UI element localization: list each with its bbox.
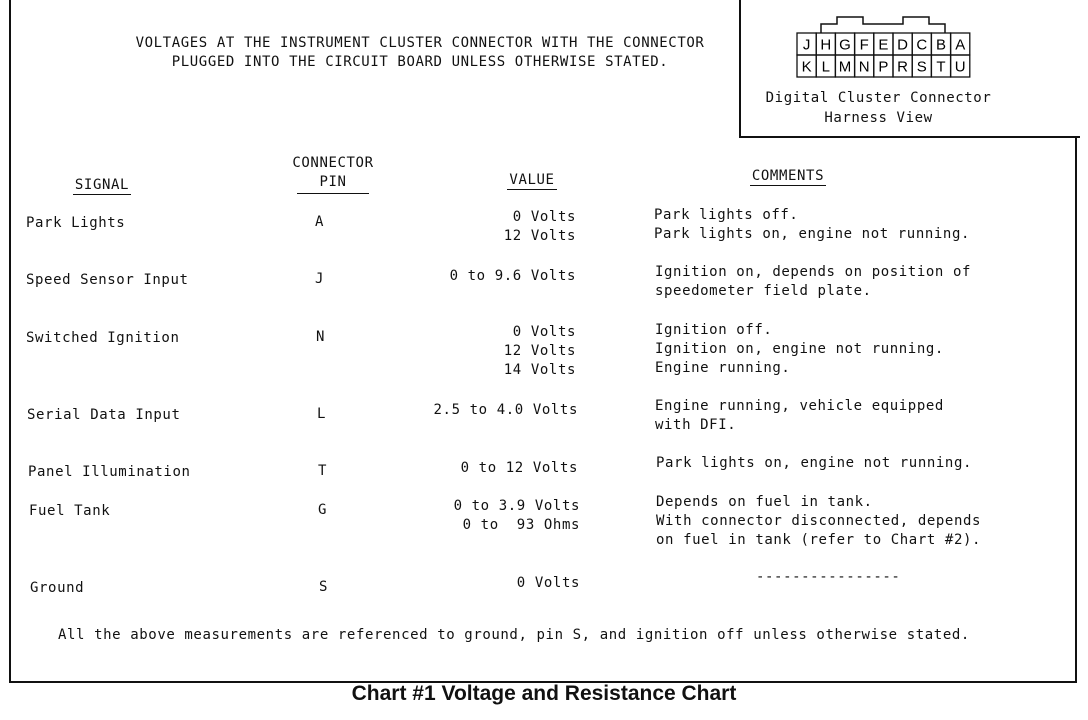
column-header-comments: COMMENTS (751, 168, 825, 184)
row-value: 0 to 3.9 Volts 0 to 93 Ohms (453, 498, 580, 533)
row-value: 0 Volts 12 Volts 14 Volts (503, 324, 576, 378)
connector-pin-label: U (954, 58, 966, 76)
row-comments: Depends on fuel in tank. With connector disconnected, depends on fuel in tank (refer to Chart #2). (656, 494, 982, 548)
connector-pin-label: G (839, 36, 851, 54)
connector-pin-label: J (802, 36, 811, 54)
row-comments: Ignition on, depends on position of speedometer field plate. (655, 264, 972, 299)
row-comments: Ignition off. Ignition on, engine not running. Engine running. (655, 322, 944, 376)
row-comments: ---------------- (756, 569, 901, 585)
connector-pin-label: C (916, 36, 928, 54)
column-header-pin-line-2: PIN (297, 173, 368, 194)
chart-caption: Chart #1 Voltage and Resistance Chart (351, 682, 737, 705)
connector-label-title: Digital Cluster Connector (765, 90, 992, 106)
row-pin: J (315, 271, 325, 287)
connector-pin-grid (797, 33, 970, 77)
row-comments: Park lights on, engine not running. (656, 455, 973, 471)
chart-header (70, 34, 770, 72)
column-header-signal: SIGNAL (74, 177, 130, 193)
row-value: 2.5 to 4.0 Volts (433, 402, 578, 418)
connector-box (739, 0, 1080, 138)
header-line-2: PLUGGED INTO THE CIRCUIT BOARD UNLESS OTHERWISE STATED. (171, 54, 669, 70)
column-header-pin-line-1: CONNECTOR (292, 155, 374, 171)
connector-label-subtitle: Harness View (824, 110, 933, 126)
connector-pin-label: S (916, 58, 927, 76)
row-comments: Park lights off. Park lights on, engine not running. (654, 207, 971, 242)
row-value: 0 to 9.6 Volts (449, 268, 576, 284)
row-value: 0 Volts (516, 575, 580, 591)
connector-pin-label: A (955, 36, 966, 54)
row-signal: Serial Data Input (27, 407, 181, 423)
connector-pin-label: K (801, 58, 812, 76)
row-pin: A (315, 214, 325, 230)
row-signal: Fuel Tank (29, 503, 111, 519)
row-value: 0 Volts 12 Volts (503, 209, 576, 244)
row-signal: Ground (30, 580, 85, 596)
connector-pin-label: F (859, 36, 869, 54)
connector-pin-label: L (821, 58, 830, 76)
connector-pin-label: R (897, 58, 909, 76)
connector-pin-label: T (936, 58, 946, 76)
connector-pin-label: N (858, 58, 870, 76)
connector-pin-label: E (878, 36, 889, 54)
row-pin: T (318, 463, 328, 479)
row-signal: Speed Sensor Input (26, 272, 189, 288)
row-pin: N (316, 329, 326, 345)
row-signal: Switched Ignition (26, 330, 180, 346)
connector-pin-label: M (838, 58, 852, 76)
connector-diagram (741, 0, 1080, 90)
header-line-1: VOLTAGES AT THE INSTRUMENT CLUSTER CONNECTOR WITH THE CONNECTOR (135, 35, 705, 51)
connector-label (746, 88, 1011, 128)
connector-latch-outline (821, 17, 945, 33)
row-signal: Park Lights (26, 215, 126, 231)
footnote: All the above measurements are referenced to ground, pin S, and ignition off unless otherwise stated. (58, 627, 970, 643)
row-comments: Engine running, vehicle equipped with DFI. (655, 398, 944, 433)
column-header-value: VALUE (509, 172, 555, 188)
connector-pin-label: H (820, 36, 832, 54)
connector-pin-label: D (897, 36, 909, 54)
row-value: 0 to 12 Volts (460, 460, 578, 476)
connector-pin-label: B (935, 36, 947, 54)
row-pin: G (318, 502, 328, 518)
column-header-pin (268, 154, 398, 194)
connector-pin-label: P (878, 58, 889, 76)
row-pin: S (319, 579, 329, 595)
row-signal: Panel Illumination (28, 464, 191, 480)
row-pin: L (317, 406, 327, 422)
